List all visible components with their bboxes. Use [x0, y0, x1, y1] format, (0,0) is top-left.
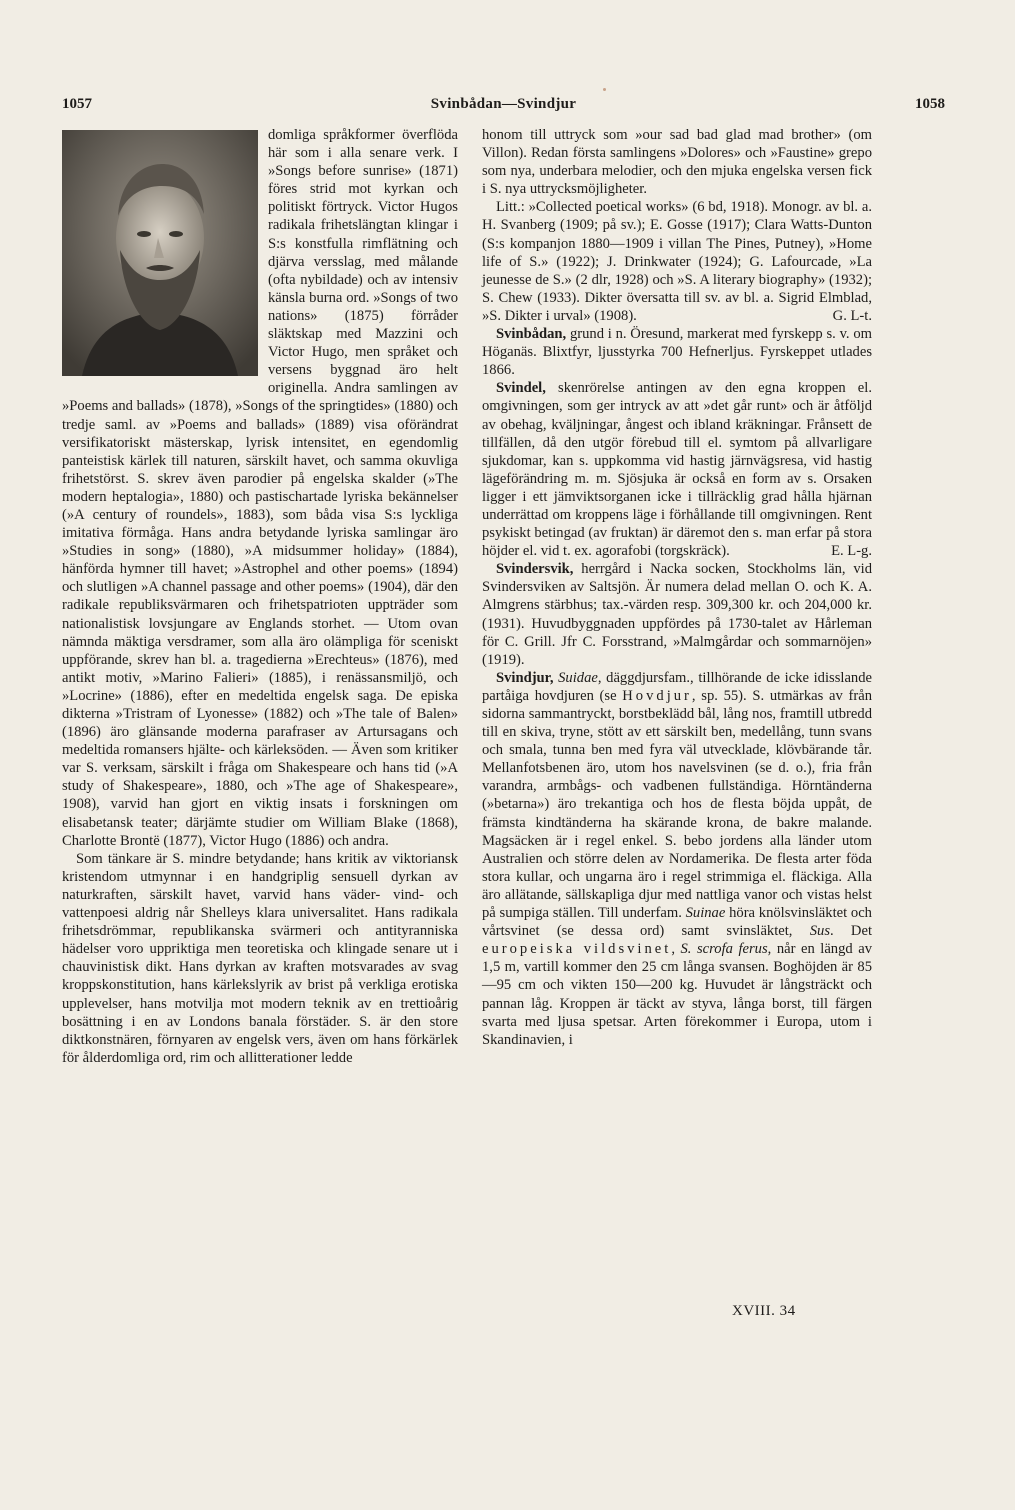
entry-svindel [482, 379, 872, 560]
literature-references [482, 198, 872, 325]
entry-svindersvik [482, 560, 872, 669]
lemma-svindjur: Svindjur, [496, 669, 554, 686]
page-header [62, 96, 945, 120]
author-signature-glt: G. L-t. [832, 307, 872, 324]
entry-svindersvik-text: herrgård i Nacka socken, Stockholms län, vid Svindersviken av Saltsjön. Är numera delad mellan O. och K. A. Almgrens stärbhus; tax.-värden resp. 309,300 kr. och 204,000 kr. (1931). Huvudbyggnaden uppfördes på 1730-talet av Hårleman för C. Grill. Jfr C. Forsstrand, »Malmgårdar och sommarnöjen» (1919). [482, 561, 872, 668]
svindjur-text-b: , sp. 55). S. utmärkas av från sidorna sammantryckt, borstbeklädd bål, lång nos, framtill utbredd till en skiva, tryne, stött av ett särskilt ben, medellång, tunn svans och smala, tunna ben med fyra väl utvecklade, klövbärande tår. Mellanfotsbenen äro, utom hos navelsvinen (se d. o.), fria från varandra, armbågs- och vadbenen fullständiga. Hörntänderna (»betarna») äro trekantiga och hos de flesta böjda uppåt, de främsta kindtänderna ha skärande krona, de bakre malande. Magsäcken är i regel enkel. S. bebo jordens alla länder utom Australien och större delen av Nordamerika. De flesta arter föda stora kullar, och ungarna äro i regel strimmiga el. fläckiga. Alla äro allätande, sällskapliga djur med nattliga vanor och vistas helst på sumpiga ställen. Till underfam. [482, 687, 872, 922]
running-title: Svinbådan—Svindjur [430, 96, 577, 112]
biography-text-part-2: Som tänkare är S. mindre betydande; hans kritik av viktoriansk kristendom utmynnar i en handgriplig sensuell dyrkan av naturkraften, särskilt havet, varvid hans väder- vind- och vattenpoesi aldrig når Shelleys klara universalitet. Hans radikala frihetsdrömmar, republikanska svärmeri och antityranniska hädelser voro uppriktiga men teoretiska och klingade senare ut i chauvinistisk dikt. Hans dyrkan av kraften motsvarades av svag kroppskonstitution, hans kärlekslyrik av brist på verkliga erotiska upplevelser, hans motvilja mot modern teknik av en trettioårig bosättning i en av Londons banala förstäder. S. är den store diktkonstnären, förnyaren av engelsk vers, även om hans förkärlek för ålderdomliga ord, rim och allitterationer ledde [62, 850, 458, 1066]
latin-suinae: Suinae [685, 905, 726, 922]
svindjur-text-f: , når en längd av 1,5 m, vartill kommer den 25 cm långa svansen. Boghöjden är 85—95 cm och vikten 150—200 kg. Huvudet är långsträckt och pannan låg. Kroppen är täckt av styva, långa borst, till färgen svarta med ljusa spetsar. Arten förekommer i Europa, utom i Skandinavien, i [482, 941, 873, 1048]
svindjur-text-c: höra knölsvinsläktet och vårtsvinet (se dessa ord) samt svinsläktet, [482, 905, 872, 940]
paper-stain [603, 88, 606, 91]
svindjur-text-d: . Det [830, 923, 873, 940]
lemma-svindel: Svindel, [496, 380, 546, 397]
signature-mark: XVIII. 34 [732, 1303, 796, 1319]
lemma-svinbadan: Svinbådan, [496, 326, 567, 343]
latin-sus: Sus [809, 923, 831, 940]
left-column [62, 126, 458, 1067]
entry-svindel-text: skenrörelse antingen av den egna kroppen el. omgivningen, som ger intryck av att »det går runt» och är åtföljd av obehag, kväljningar, ångest och ibland kräkningar. Frånsett de tillfällen, då den utgör förebud till el. symtom på allvarligare sjukdomar, kan s. uppkomma vid hastig järnvägsresa, vid hastig lägeförändring m. m. Sjösjuka är också en form av s. Orsaken ligger i ett jämviktsorganen icke i tillräcklig grad hålla hjärnan underrättad om kroppens läge i förhållande till omgivningen. Rent psykiskt betingad (av fruktan) är däremot den s. man erfar på stora höjder el. vid t. ex. agorafobi (torgskräck). [482, 380, 872, 560]
page-number-right: 1058 [915, 96, 945, 112]
latin-scrofa: S. scrofa ferus [680, 941, 768, 958]
author-signature-elg: E. L-g. [831, 543, 872, 560]
entry-svinbadan-text: grund i n. Öresund, markerat med fyrskepp s. v. om Höganäs. Blixtfyr, ljusstyrka 700 Hefnerljus. Fyrskeppet utlades 1866. [482, 326, 872, 379]
spaced-europeiska-vildsvinet: europeiska vildsvinet [482, 941, 672, 958]
svindjur-text-e: , [671, 941, 681, 958]
lemma-svindersvik: Svindersvik, [496, 561, 574, 578]
entry-svinbadan [482, 325, 872, 379]
page-number-left: 1057 [62, 96, 92, 112]
right-column [482, 126, 872, 1049]
entry-svindjur [482, 669, 872, 1049]
cross-reference-hovdjur: Hovdjur [622, 687, 692, 704]
biography-continuation: honom till uttryck som »our sad bad glad mad brother» (om Villon). Redan första samlingens »Dolores» och »Faustine» grepo som nya, underbara melodier, och den mjuka engelska versen fick i S. nya uttrycksmöjligheter. [482, 127, 872, 198]
literature-text: Litt.: »Collected poetical works» (6 bd, 1918). Monogr. av bl. a. H. Svanberg (1909; på sv.); E. Gosse (1917); Clara Watts-Dunton (S:s kompanjon 1880—1909 i villan The Pines, Putney), »Home life of S.» (1922); J. Drinkwater (1924); G. Lafourcade, »La jeunesse de S.» (2 dlr, 1928) och »S. A literary biography» (1932); S. Chew (1933). Dikter översatta till sv. av bl. a. Sigrid Elmblad, »S. Dikter i urval» (1908). [482, 199, 872, 324]
latin-suidae: Suidae [558, 669, 598, 686]
svindjur-text-a: , däggdjursfam., tillhörande de icke idisslande partåiga hovdjuren (se [482, 669, 872, 704]
biography-text-part-1: domliga språkformer överflöda här som i alla senare verk. I »Songs before sunrise» (1871) föres strid mot kyrkan och politiskt förtryck. Victor Hugos radikala frihetslängtan klingar i S:s konstfulla rimflätning och djärva versslag, med målande (ofta nybildade) och av intensiv känsla burna ord. »Songs of two nations» (1875) förråder släktskap med Mazzini och Victor Hugo, men språket och versens byggnad äro helt originella. Andra samlingen av »Poems and ballads» (1878), »Songs of the springtides» (1880) och tredje saml. av »Poems and ballads» (1889) visa oförändrat versifikatoriskt mästerskap, lyrisk intensitet, en egendomlig panteistisk kärlek till naturen, särskilt havet, och samma okuvliga frihetstörst. S. skrev även parodier på engelska skalder (»The modern heptalogia», 1880) och pastischartade lyriska bekännelser (»A century of roundels», 1883), som båda visa S:s lyckliga imitativa förmåga. Hans andra betydande lyriska samlingar äro »Studies in song» (1880), »A midsummer holiday» (1884), hänförda hymner till havet; »Astrophel and other poems» (1894) och slutligen »A channel passage and other poems» (1904), där den radikale republiksvärmaren och frihetspatrioten uppträder som nationalistisk lovsjungare av Englands storhet. — Utom ovan nämnda mäktiga versdramer, som alla äro olämpliga för sceniskt uppförande, skrev han bl. a. tragedierna »Erechteus» (1876), med antikt motiv, »Marino Falieri» (1885), i renässansmiljö, och »Locrine» (1886), efter en medeltida engelsk saga. De episka dikterna »Tristram of Lyonesse» (1882) och »The tale of Balen» (1896) äro glänsande moderna parafraser av Artursagans och medeltida romansers hjälte- och kärleksöden. — Även som kritiker var S. verksam, särskilt i fråga om Shakespeare och hans tid (»A study of Shakespeare», 1880, och »The age of Shakespeare», 1908), varvid han gjort en viktig insats i forskningen om elisabetansk teater; därjämte studier om William Blake (1868), Charlotte Brontë (1877), Victor Hugo (1886) och andra. [62, 127, 458, 849]
portrait-photo-icon [62, 130, 258, 376]
